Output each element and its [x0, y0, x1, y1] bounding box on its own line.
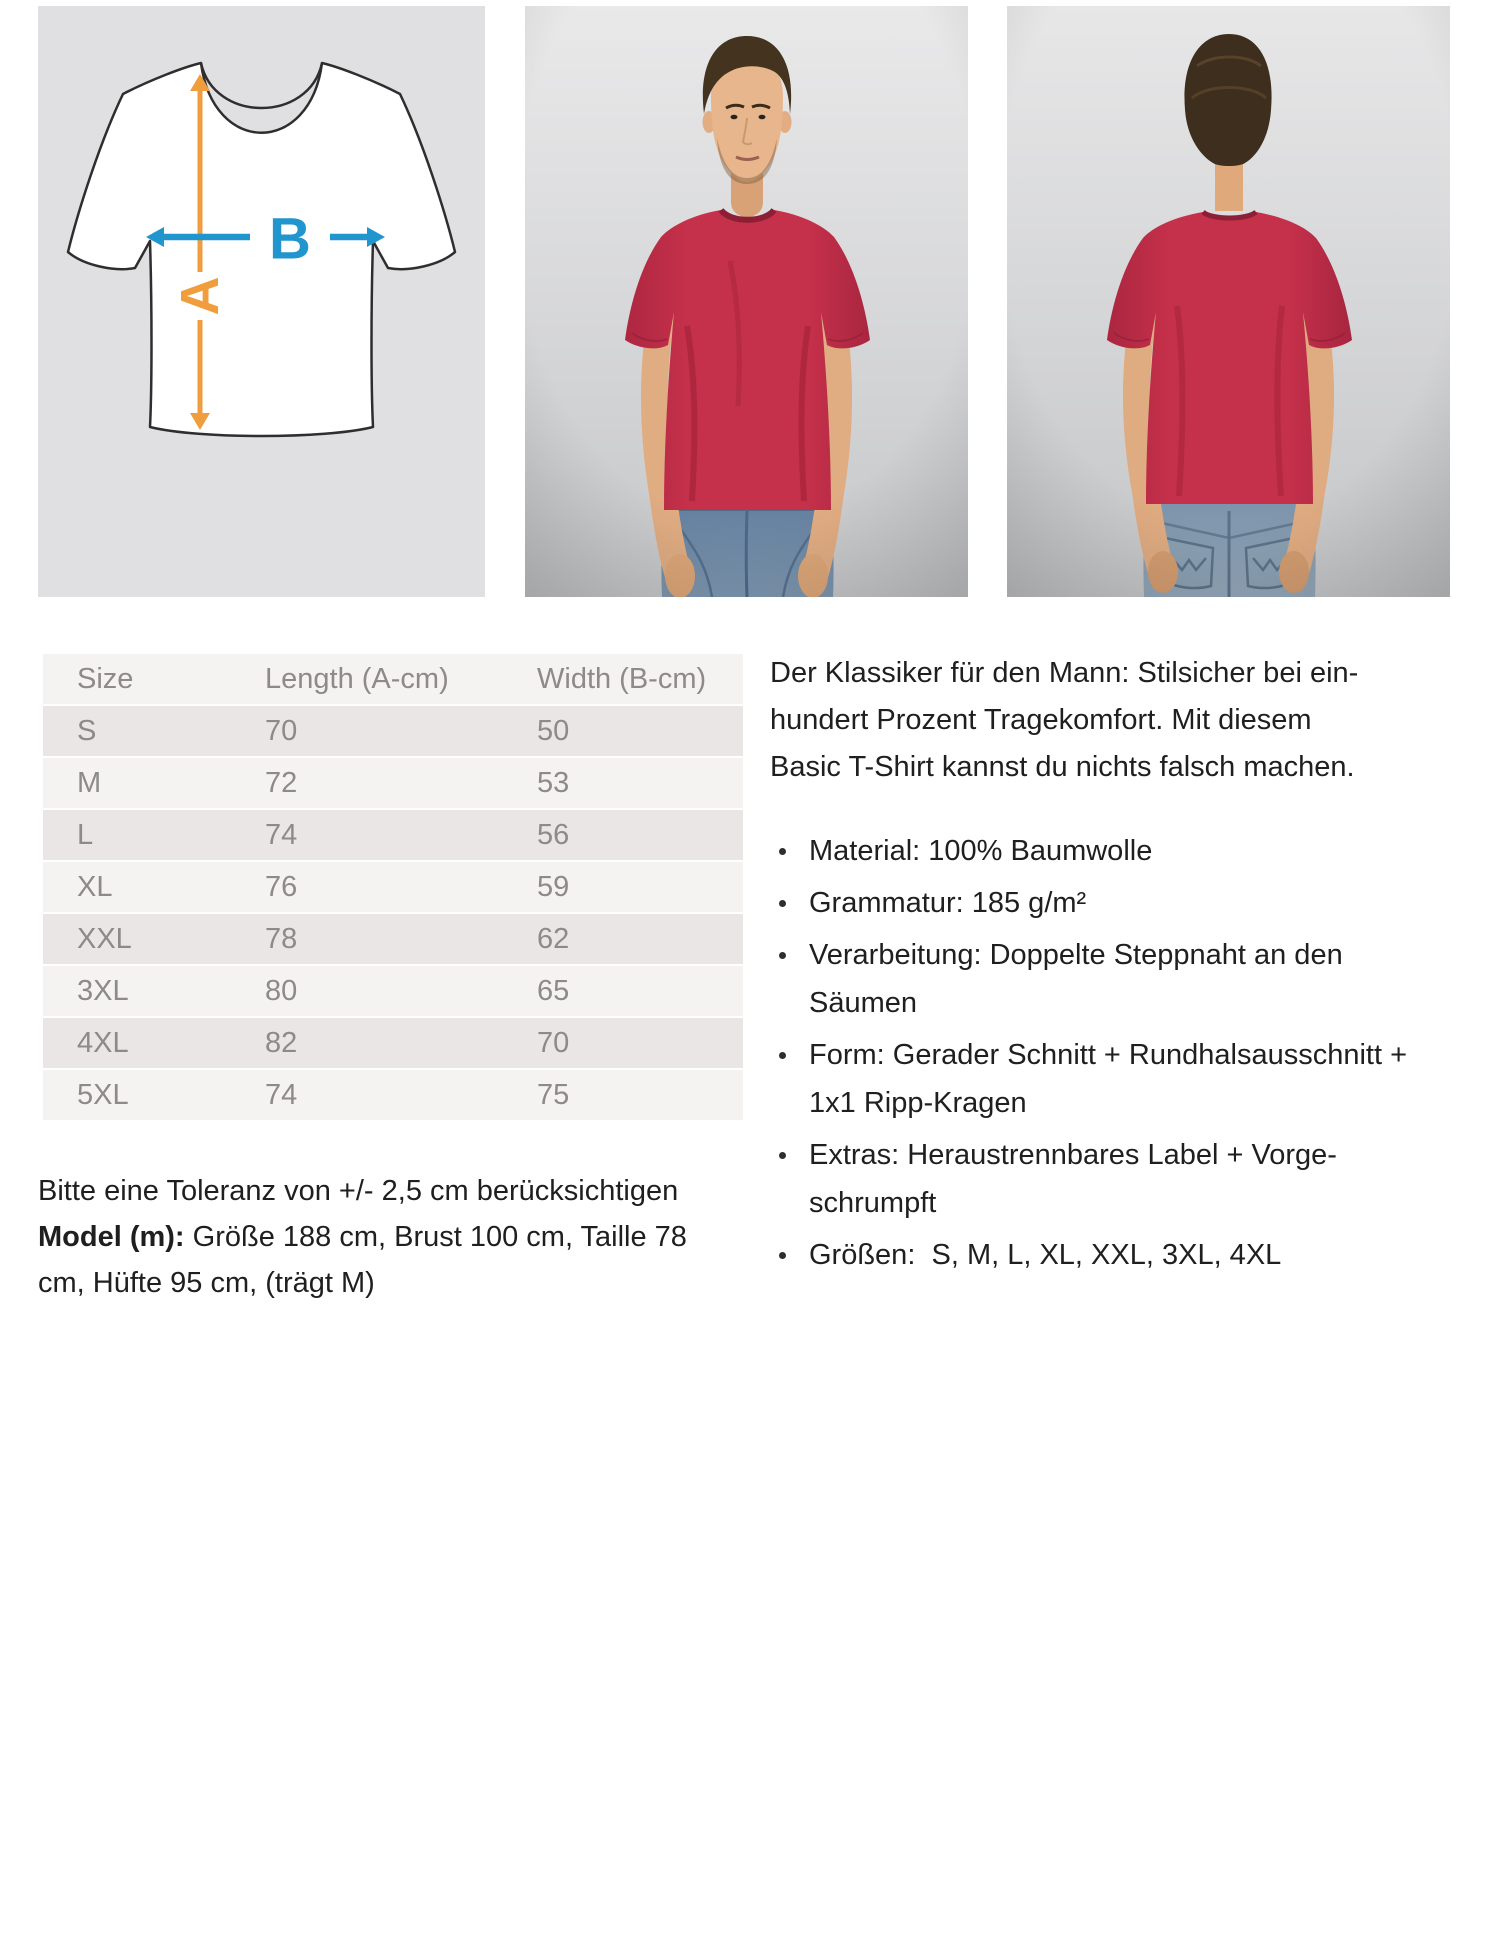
cell-size: 3XL — [43, 966, 265, 1016]
cell-size: XL — [43, 862, 265, 912]
measurement-notes — [38, 1168, 738, 1306]
size-row-s — [43, 706, 743, 756]
tshirt-measurement-diagram — [38, 6, 485, 597]
cell-size: L — [43, 810, 265, 860]
model-note-text: Größe 188 cm, Brust 100 cm, Taille 78 cm, Hüfte 95 cm, (trägt M) — [38, 1221, 687, 1299]
list-item-grammatur — [770, 879, 1430, 927]
size-row-xl — [43, 862, 743, 912]
header-size: Size — [43, 654, 265, 704]
length-label: A — [170, 276, 230, 316]
list-item-text: Form: Gerader Schnitt + Rundhalsausschnitt + 1x1 Ripp-Kragen — [809, 1039, 1416, 1119]
cell-size: S — [43, 706, 265, 756]
feature-list — [770, 827, 1430, 1279]
width-label: B — [269, 206, 311, 272]
cell-width: 65 — [537, 966, 743, 1016]
header-width: Width (B-cm) — [537, 654, 743, 704]
cell-size: XXL — [43, 914, 265, 964]
size-table — [43, 652, 743, 1122]
model-front-illustration — [525, 6, 968, 597]
cell-size: 4XL — [43, 1018, 265, 1068]
cell-length: 78 — [265, 914, 537, 964]
cell-width: 70 — [537, 1018, 743, 1068]
size-row-3xl — [43, 966, 743, 1016]
size-table-section — [43, 652, 743, 1122]
list-item-extras — [770, 1131, 1430, 1227]
list-item-material — [770, 827, 1430, 875]
cell-length: 72 — [265, 758, 537, 808]
list-item-form — [770, 1031, 1430, 1127]
cell-width: 75 — [537, 1070, 743, 1120]
size-table-header-row — [43, 654, 743, 704]
list-item-text: Größen: S, M, L, XL, XXL, 3XL, 4XL — [809, 1239, 1282, 1271]
cell-width: 53 — [537, 758, 743, 808]
cell-length: 80 — [265, 966, 537, 1016]
cell-length: 82 — [265, 1018, 537, 1068]
back-photo — [1007, 6, 1450, 597]
header-length: Length (A-cm) — [265, 654, 537, 704]
size-row-l — [43, 810, 743, 860]
list-item-verarbeitung — [770, 931, 1430, 1027]
cell-width: 62 — [537, 914, 743, 964]
cell-length: 74 — [265, 810, 537, 860]
front-photo — [525, 6, 968, 597]
product-description — [770, 650, 1462, 1283]
cell-size: 5XL — [43, 1070, 265, 1120]
list-item-text: Verarbeitung: Doppelte Steppnaht an den Säumen — [809, 939, 1351, 1019]
list-item-text: Extras: Heraustrennbares Label + Vorge-schrumpft — [809, 1139, 1337, 1219]
size-row-m — [43, 758, 743, 808]
tshirt-diagram-icon — [38, 6, 485, 597]
model-note — [38, 1214, 710, 1306]
size-row-4xl — [43, 1018, 743, 1068]
description-intro — [770, 650, 1462, 791]
size-row-5xl — [43, 1070, 743, 1120]
cell-width: 59 — [537, 862, 743, 912]
cell-width: 56 — [537, 810, 743, 860]
list-item-text: Grammatur: 185 g/m² — [809, 887, 1087, 919]
intro-line: Der Klassiker für den Mann: Stilsicher bei ein- — [770, 657, 1359, 689]
list-item-text: Material: 100% Baumwolle — [809, 835, 1153, 867]
size-row-xxl — [43, 914, 743, 964]
intro-line: Basic T-Shirt kannst du nichts falsch machen. — [770, 751, 1355, 783]
intro-line: hundert Prozent Tragekomfort. Mit diesem — [770, 704, 1312, 736]
cell-length: 70 — [265, 706, 537, 756]
model-back-illustration — [1007, 6, 1450, 597]
list-item-groessen — [770, 1231, 1430, 1279]
model-note-label: Model (m): — [38, 1221, 185, 1253]
cell-size: M — [43, 758, 265, 808]
cell-length: 74 — [265, 1070, 537, 1120]
tolerance-note: Bitte eine Toleranz von +/- 2,5 cm berücksichtigen — [38, 1175, 679, 1207]
cell-length: 76 — [265, 862, 537, 912]
cell-width: 50 — [537, 706, 743, 756]
